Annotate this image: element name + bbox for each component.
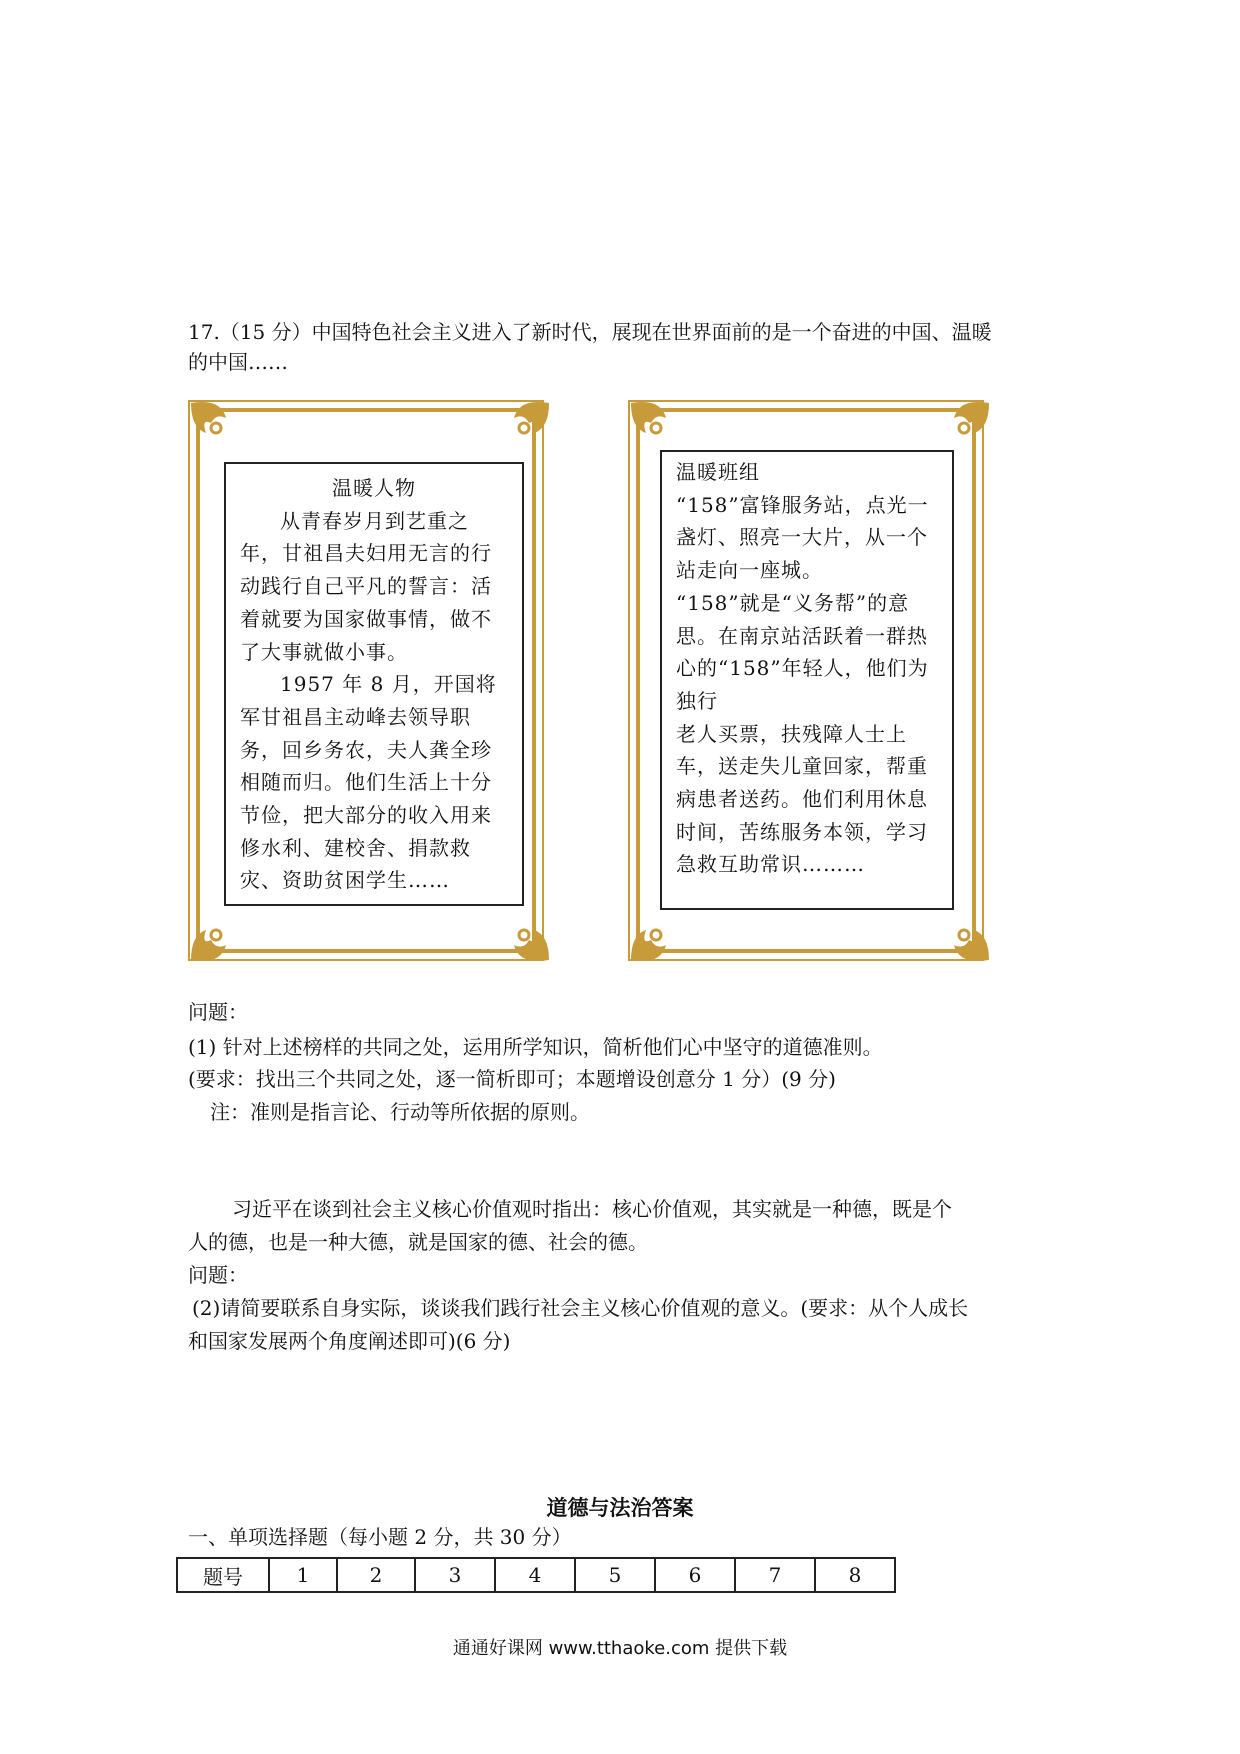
table-cell: 2 <box>337 1558 415 1592</box>
card-title: 温暖班组 <box>676 460 760 484</box>
table-cell: 8 <box>815 1558 895 1592</box>
ornament-icon <box>186 398 256 468</box>
q2-quote-line1: 习近平在谈到社会主义核心价值观时指出：核心价值观，其实就是一种德，既是个 <box>232 1197 952 1221</box>
card-paragraph: 从青春岁月到艺重之年，甘祖昌夫妇用无言的行动践行自己平凡的誓言：活着就要为国家做事情，做不了大事就做小事。 <box>240 508 492 664</box>
card-paragraph: 1957 年 8 月，开国将军甘祖昌主动峰去领导职务，回乡务农，夫人龚全珍相随而归。他们生活上十分节俭，把大部分的收入用来修水利、建校舍、捐款救灾、资助贫困学生…… <box>240 672 497 893</box>
card-paragraph: 老人买票，扶残障人士上车，送走失儿童回家，帮重病患者送药。他们利用休息时间，苦练服务本领，学习急救互助常识……… <box>676 721 928 877</box>
answer-table <box>176 1557 896 1593</box>
table-cell: 1 <box>269 1558 337 1592</box>
card-paragraph: “158”就是“义务帮”的意思。在南京站活跃着一群热心的“158”年轻人，他们为独行 <box>676 590 929 713</box>
table-row <box>177 1558 895 1592</box>
q1-text: (1) 针对上述榜样的共同之处，运用所学知识，简析他们心中坚守的道德准则。 <box>188 1035 883 1059</box>
q1-note: 注：准则是指言论、行动等所依据的原则。 <box>210 1100 590 1124</box>
answers-section-title: 一、单项选择题（每小题 2 分，共 30 分） <box>188 1525 572 1549</box>
q1-label: 问题： <box>188 1000 248 1024</box>
card-title: 温暖人物 <box>332 476 416 500</box>
table-cell: 4 <box>495 1558 575 1592</box>
q2-line2: 和国家发展两个角度阐述即可)(6 分) <box>188 1329 511 1353</box>
table-cell: 7 <box>735 1558 815 1592</box>
table-cell: 6 <box>655 1558 735 1592</box>
answers-heading: 道德与法治答案 <box>546 1495 694 1520</box>
table-cell: 3 <box>415 1558 495 1592</box>
card-paragraph: “158”富锋服务站，点光一盏灯、照亮一大片，从一个站走向一座城。 <box>676 492 929 583</box>
q2-line1: (2)请简要联系自身实际，谈谈我们践行社会主义核心价值观的意义。(要求：从个人成长 <box>192 1296 969 1320</box>
warm-team-card <box>660 450 954 910</box>
warm-person-card <box>224 462 524 906</box>
table-header-cell: 题号 <box>177 1558 269 1592</box>
ornament-icon <box>484 398 554 468</box>
q1-requirement: (要求：找出三个共同之处，逐一简析即可；本题增设创意分 1 分）(9 分) <box>188 1067 836 1091</box>
q2-label: 问题： <box>188 1263 248 1287</box>
question-17-intro-line2: 的中国…… <box>188 350 288 374</box>
q2-quote-line2: 人的德，也是一种大德，就是国家的德、社会的德。 <box>188 1230 648 1254</box>
question-17-intro-line1: 17.（15 分）中国特色社会主义进入了新时代，展现在世界面前的是一个奋进的中国、温暖 <box>188 320 992 344</box>
footer-credit: 通通好课网 www.tthaoke.com 提供下载 <box>452 1638 788 1659</box>
table-cell: 5 <box>575 1558 655 1592</box>
